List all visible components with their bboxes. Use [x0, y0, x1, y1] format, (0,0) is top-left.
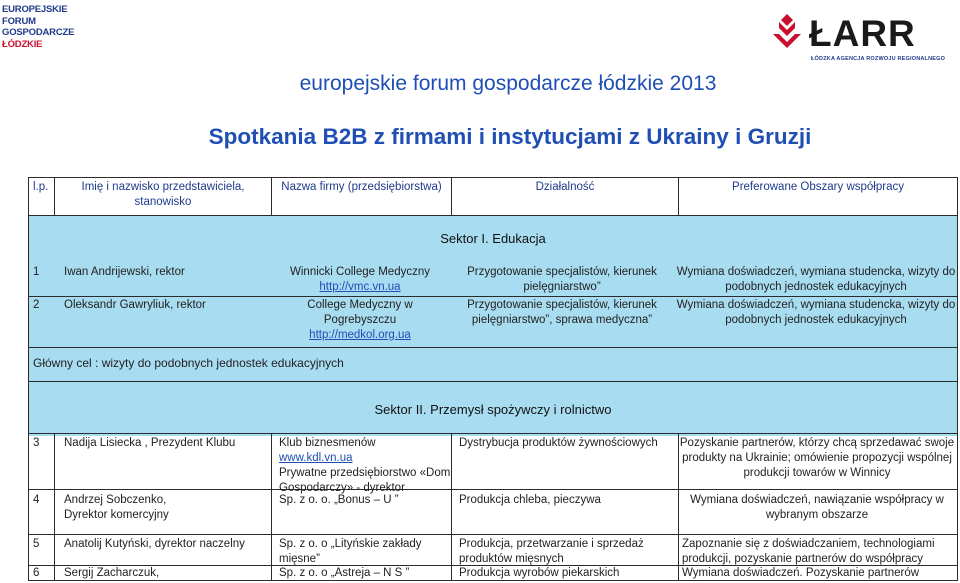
row5-activity: Produkcja, przetwarzanie i sprzedaż produktów mięsnych	[459, 538, 644, 565]
row2-name: Oleksandr Gawryliuk, rektor	[64, 299, 206, 311]
row5-company: Sp. z o. o „Lityńskie zakłady mięsne”	[279, 538, 422, 565]
larr-logo	[765, 8, 950, 68]
row2-company: College Medyczny w Pogrebyszczu http://medkol.org.ua	[260, 298, 460, 343]
row1-company-link[interactable]: http://vmc.vn.ua	[319, 281, 401, 293]
row1-company: Winnicki College Medyczny http://vmc.vn.ua	[260, 265, 460, 295]
row4-areas: Wymiana doświadczeń, nawiązanie współpracy w wybranym obszarze	[690, 494, 944, 521]
page-subtitle: Spotkania B2B z firmami i instytucjami z Ukrainy i Gruzji	[208, 124, 812, 149]
larr-logo-subtitle: ŁÓDZKA AGENCJA ROZWOJU REGIONALNEGO	[811, 56, 946, 62]
sector1-title: Sektor I. Edukacja	[440, 231, 546, 246]
row5-lp: 5	[33, 538, 40, 550]
row5-areas: Zapoznanie się z doświadczaniem, technologiami produkcji, pozyskanie partnerów do współpracy	[682, 538, 935, 565]
row4-company: Sp. z o. o. „Bonus – U ”	[279, 494, 399, 506]
row6-company: Sp. z o. o „Astreja – N S ”	[279, 567, 410, 579]
row6-activity: Produkcja wyrobów piekarskich	[459, 567, 620, 579]
sector2-title: Sektor II. Przemysł spożywczy i rolnictwo	[374, 402, 612, 417]
row1-areas: Wymiana doświadczeń, wymiana studencka, wizyty do podobnych jednostek edukacyjnych	[676, 266, 956, 293]
row2-activity: Przygotowanie specjalistów, kierunek pielęgniarstwo”, sprawa medyczna”	[467, 299, 657, 326]
sector1-goal: Główny cel : wizyty do podobnych jednostek edukacyjnych	[33, 356, 344, 370]
larr-logo-word: ŁARR	[809, 13, 916, 54]
page-title: europejskie forum gospodarcze łódzkie 2013	[299, 72, 717, 95]
row2-company-link[interactable]: http://medkol.org.ua	[309, 329, 411, 341]
row3-areas: Pozyskanie partnerów, którzy chcą sprzedawać swoje produkty na Ukrainie; omówienie propozycji wspólnej produkcji towarów w Winnicy	[679, 437, 955, 479]
larr-emblem-icon	[767, 12, 807, 56]
header-name: Imię i nazwisko przedstawiciela, stanowisko	[81, 181, 245, 208]
row6-name: Sergij Zacharczuk,	[64, 567, 160, 579]
header-company: Nazwa firmy (przedsiębiorstwa)	[281, 181, 442, 193]
row6-areas: Wymiana doświadczeń. Pozyskanie partnerów	[682, 567, 920, 579]
forum-logo-line: FORUM	[2, 15, 36, 27]
row1-lp: 1	[33, 266, 40, 278]
row1-activity: Przygotowanie specjalistów, kierunek pielęgniarstwo”	[467, 266, 657, 293]
header-areas: Preferowane Obszary współpracy	[732, 181, 904, 193]
forum-logo-line: EUROPEJSKIE	[2, 4, 68, 15]
row3-company: Klub biznesmenów www.kdl.vn.ua Prywatne przedsiębiorstwo «Dom Gospodarczy» - dyrektor	[279, 436, 454, 496]
row3-name: Nadija Lisiecka , Prezydent Klubu	[64, 437, 236, 449]
row3-lp: 3	[33, 437, 40, 449]
row4-lp: 4	[33, 494, 40, 506]
row6-lp: 6	[33, 567, 40, 579]
row5-name: Anatolij Kutyński, dyrektor naczelny	[64, 538, 245, 550]
row2-lp: 2	[33, 299, 40, 311]
row1-name: Iwan Andrijewski, rektor	[64, 266, 185, 278]
header-activity: Działalność	[535, 181, 595, 193]
row3-company-link[interactable]: www.kdl.vn.ua	[279, 452, 353, 464]
participants-table	[28, 177, 958, 581]
header-lp: l.p.	[33, 181, 49, 193]
forum-logo-line: ŁÓDZKIE	[2, 38, 43, 50]
forum-logo	[2, 4, 75, 54]
row3-activity: Dystrybucja produktów żywnościowych	[459, 437, 658, 449]
row4-name: Andrzej Sobczenko, Dyrektor komercyjny	[64, 494, 169, 521]
forum-logo-line: GOSPODARCZE	[2, 27, 75, 38]
row2-areas: Wymiana doświadczeń, wymiana studencka, wizyty do podobnych jednostek edukacyjnych	[676, 299, 956, 326]
row4-activity: Produkcja chleba, pieczywa	[459, 494, 601, 506]
